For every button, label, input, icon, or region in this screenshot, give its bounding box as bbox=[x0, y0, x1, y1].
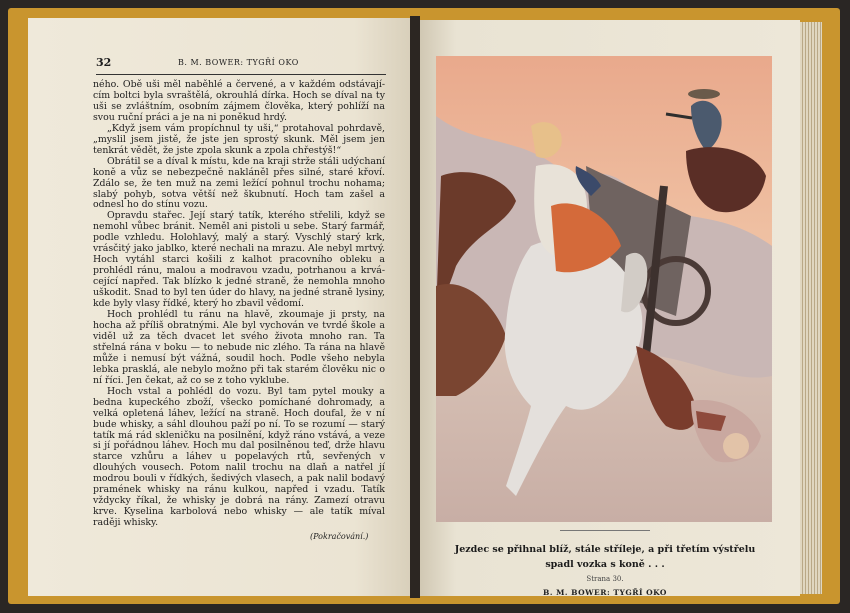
running-head: B. M. BOWER: TYGŘÍ OKO bbox=[178, 58, 299, 67]
continued-note: (Pokračování.) bbox=[310, 532, 369, 541]
body-text bbox=[93, 80, 385, 529]
illustration-image bbox=[436, 56, 772, 522]
page-footer: B. M. BOWER: TYGŘÍ OKO bbox=[543, 588, 667, 597]
caption-rule bbox=[560, 530, 650, 531]
paragraph: ného. Obě uši měl naběhlé a červené, a v každém odstávajícím boltci byla svraštělá, okrouhlá dírka. Hoch se díval na ty uši se zvláštním, osobním zájmem člověka, který pohlíží na svou ruční práci a je na ni poněkud hrdý. bbox=[93, 79, 385, 123]
paragraph: „Když jsem vám propíchnul ty uši,“ protahoval pohrdavě, „myslil jsem jistě, že jste jen sprostý skunk. Měl jsem jen tenkrát vědět, že jste zpola skunk a zpola chřestýš!“ bbox=[93, 122, 385, 156]
caption-line: Jezdec se přihnal blíž, stále stříleje, a při třetím výstřelu bbox=[454, 544, 756, 555]
illustration-caption bbox=[440, 542, 770, 572]
page-header bbox=[96, 56, 386, 75]
paragraph: Obrátil se a díval k místu, kde na kraji strže stáli udýchaní koně a vůz se nebezpečně nakláněl přes silné, staré křoví. Zdálo se, že ten muž na zemi ležící pohnul trochu nohama; slabý pohyb, sotva větší než škubnutí. Hoch tam zašel a odnesl ho do stínu vozu. bbox=[93, 155, 385, 211]
page-edges bbox=[800, 22, 822, 594]
paragraph: Opravdu stařec. Její starý tatík, kterého střelili, když se nemohl vůbec bránit. Neměl ani pistoli u sebe. Starý farmář, podle vzhledu. Holohlavý, malý a starý. Vyschlý starý krk, vrásčitý jako jablko, které nechali na mrazu. Ale nebyl mrtvý. Hoch vytáhl starci košili z kalhot pracovního obleku a prohlédl ránu, malou a modravou vzadu, potrhanou a krvácející napřed. Tak blízko k jedné straně, že nemohla mnoho uškodit. Snad to byl ten úder do hlavy, na jedné straně lysiny, kde byly vlasy řídké, který ho zbavil vědomí. bbox=[93, 210, 385, 310]
paragraph: Hoch vstal a pohlédl do vozu. Byl tam pytel mouky a bedna kupeckého zboží, všecko pomíchané dohromady, a velká opletená láhev, ležící na straně. Hoch doufal, že v ní bude whisky, a sáhl dlouhou paží po ní. To se rozumí — starý tatík má rád skleničku na posilnění, když ráno vstává, a veze si jí pořádnou láhev. Hoch mu dal posilněnou teď, drže hlavu starce vzhůru a láhev u popelavých rtů, sevřených v dlouhých vousech. Potom nalil trochu na dlaň a natřel jí modrou bouli v řídkých, šedivých vlasech, a pak nalil bodavý pramének whisky na ránu kulkou, napřed i vzadu. Tatík vždycky říkal, že whisky je dobrá na rány. Zamezí otravu krve. Kyselina karbolová nebo whisky — ale tatík míval raději whisky. bbox=[93, 385, 385, 529]
book-gutter bbox=[410, 16, 420, 598]
page-reference: Strana 30. bbox=[586, 575, 624, 583]
page-number: 32 bbox=[96, 56, 112, 69]
caption-line: spadl vozka s koně . . . bbox=[545, 559, 665, 570]
paragraph: Hoch prohlédl tu ránu na hlavě, zkoumaje ji prsty, na hocha až příliš obratnými. Ale byl vychován ve tvrdé škole a viděl už za těch dvacet let svého života mnoho ran. Ta střelná rána v boku — to nebude nic zlého. Ta rána na hlavě může i nemusí být vážná, soudil hoch. Podle všeho nebyla lebka prasklá, ale nebylo možno při tak starém člověku nic o ní říci. Jen čekat, až co se z toho vyklube. bbox=[93, 309, 385, 386]
